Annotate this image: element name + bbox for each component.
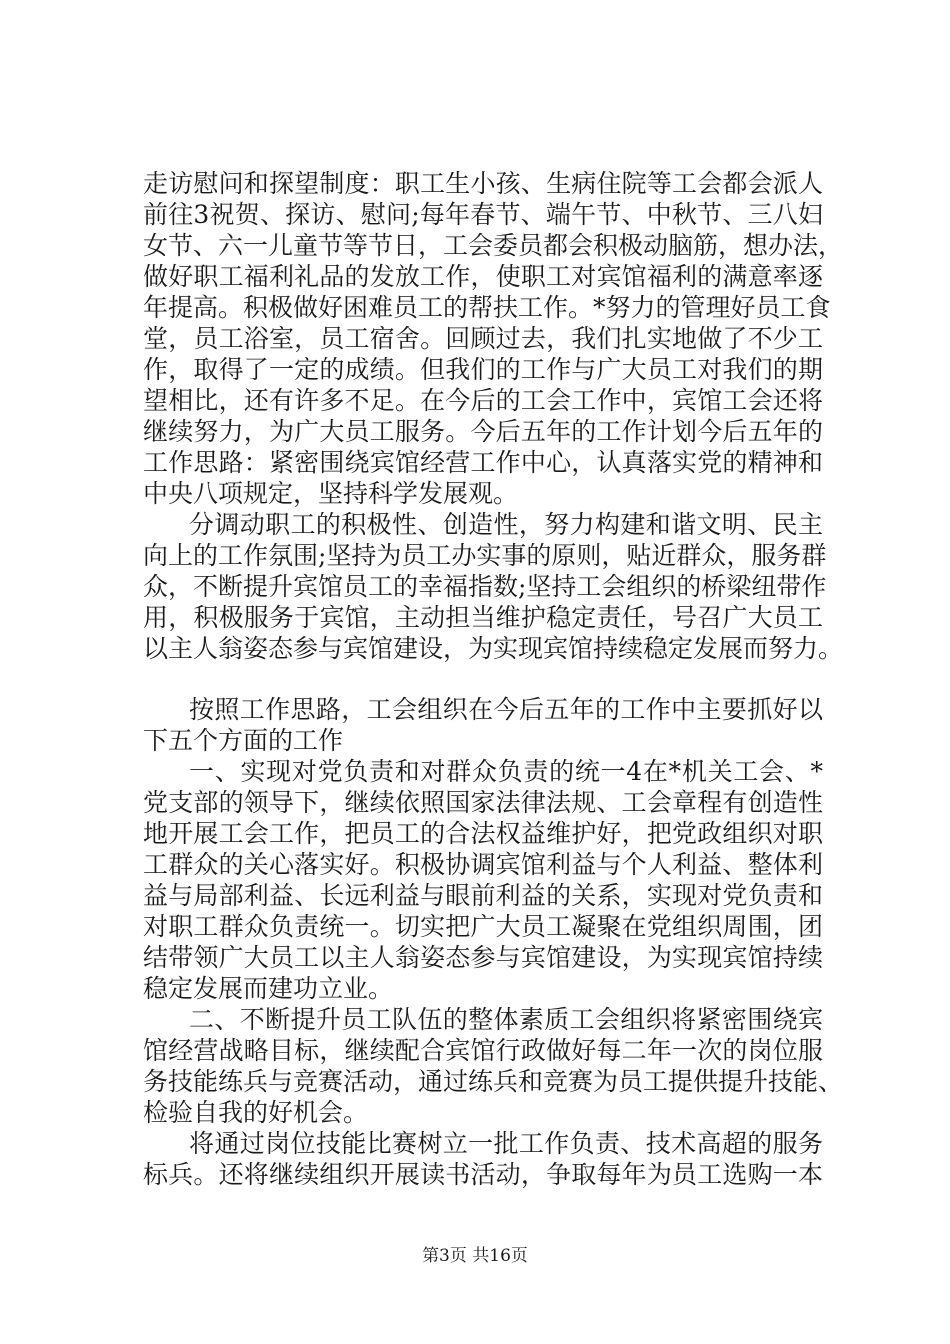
section-heading-line: 二、不断提升员工队伍的整体素质工会组织将紧密围绕宾 <box>189 1005 823 1034</box>
text-line: 党支部的领导下，继续依照国家法律法规、工会章程有创造性 <box>143 788 823 817</box>
text-line: 前往3祝贺、探访、慰问;每年春节、端午节、中秋节、三八妇 <box>143 200 823 229</box>
text-line: 作，取得了一定的成绩。但我们的工作与广大员工对我们的期 <box>143 355 823 384</box>
text-line: 馆经营战略目标，继续配合宾馆行政做好每二年一次的岗位服 <box>143 1036 823 1065</box>
document-body <box>143 168 844 1190</box>
text-line: 下五个方面的工作 <box>143 726 344 755</box>
page-footer <box>0 1245 950 1267</box>
text-line: 堂，员工浴室，员工宿舍。回顾过去，我们扎实地做了不少工 <box>143 324 823 353</box>
text-line: 分调动职工的积极性、创造性，努力构建和谐文明、民主 <box>189 510 823 539</box>
text-line: 稳定发展而建功立业。 <box>143 974 394 1003</box>
section-heading-line: 一、实现对党负责和对群众负责的统一4在*机关工会、* <box>189 757 823 786</box>
paragraph-1 <box>143 168 844 509</box>
text-line: 按照工作思路，工会组织在今后五年的工作中主要抓好以 <box>189 695 823 724</box>
text-line: 用，积极服务于宾馆，主动担当维护稳定责任，号召广大员工 <box>143 603 823 632</box>
paragraph-3 <box>143 694 823 756</box>
text-line: 做好职工福利礼品的发放工作，使职工对宾馆福利的满意率逐 <box>143 262 823 291</box>
text-line: 结带领广大员工以主人翁姿态参与宾馆建设，为实现宾馆持续 <box>143 943 823 972</box>
text-line: 众，不断提升宾馆员工的幸福指数;坚持工会组织的桥梁纽带作 <box>143 572 827 601</box>
text-line: 检验自我的好机会。 <box>143 1098 369 1127</box>
text-line: 工群众的关心落实好。积极协调宾馆利益与个人利益、整体利 <box>143 850 823 879</box>
text-line: 地开展工会工作，把员工的合法权益维护好，把党政组织对职 <box>143 819 823 848</box>
text-line: 继续努力，为广大员工服务。今后五年的工作计划今后五年的 <box>143 417 823 446</box>
paragraph-4 <box>143 756 823 1004</box>
text-line: 女节、六一儿童节等节日，工会委员都会积极动脑筋，想办法， <box>143 231 844 260</box>
text-line: 年提高。积极做好困难员工的帮扶工作。*努力的管理好员工食 <box>143 293 831 322</box>
text-line: 望相比，还有许多不足。在今后的工会工作中，宾馆工会还将 <box>143 386 823 415</box>
paragraph-2 <box>143 509 844 664</box>
paragraph-5 <box>143 1004 844 1128</box>
text-line: 益与局部利益、长远利益与眼前利益的关系，实现对党负责和 <box>143 881 823 910</box>
text-line: 中央八项规定，坚持科学发展观。 <box>143 479 519 508</box>
text-line: 走访慰问和探望制度：职工生小孩、生病住院等工会都会派人 <box>143 169 823 198</box>
text-line: 以主人翁姿态参与宾馆建设，为实现宾馆持续稳定发展而努力。 <box>143 634 844 663</box>
text-line: 将通过岗位技能比赛树立一批工作负责、技术高超的服务 <box>189 1129 823 1158</box>
paragraph-spacer <box>143 664 823 694</box>
text-line: 工作思路：紧密围绕宾馆经营工作中心，认真落实党的精神和 <box>143 448 823 477</box>
page-number: 第3页 共16页 <box>422 1246 528 1266</box>
text-line: 对职工群众负责统一。切实把广大员工凝聚在党组织周围，团 <box>143 912 823 941</box>
paragraph-6 <box>143 1128 823 1190</box>
text-line: 务技能练兵与竞赛活动，通过练兵和竞赛为员工提供提升技能、 <box>143 1067 844 1096</box>
text-line: 标兵。还将继续组织开展读书活动，争取每年为员工选购一本 <box>143 1160 823 1189</box>
text-line: 向上的工作氛围;坚持为员工办实事的原则，贴近群众，服务群 <box>143 541 827 570</box>
